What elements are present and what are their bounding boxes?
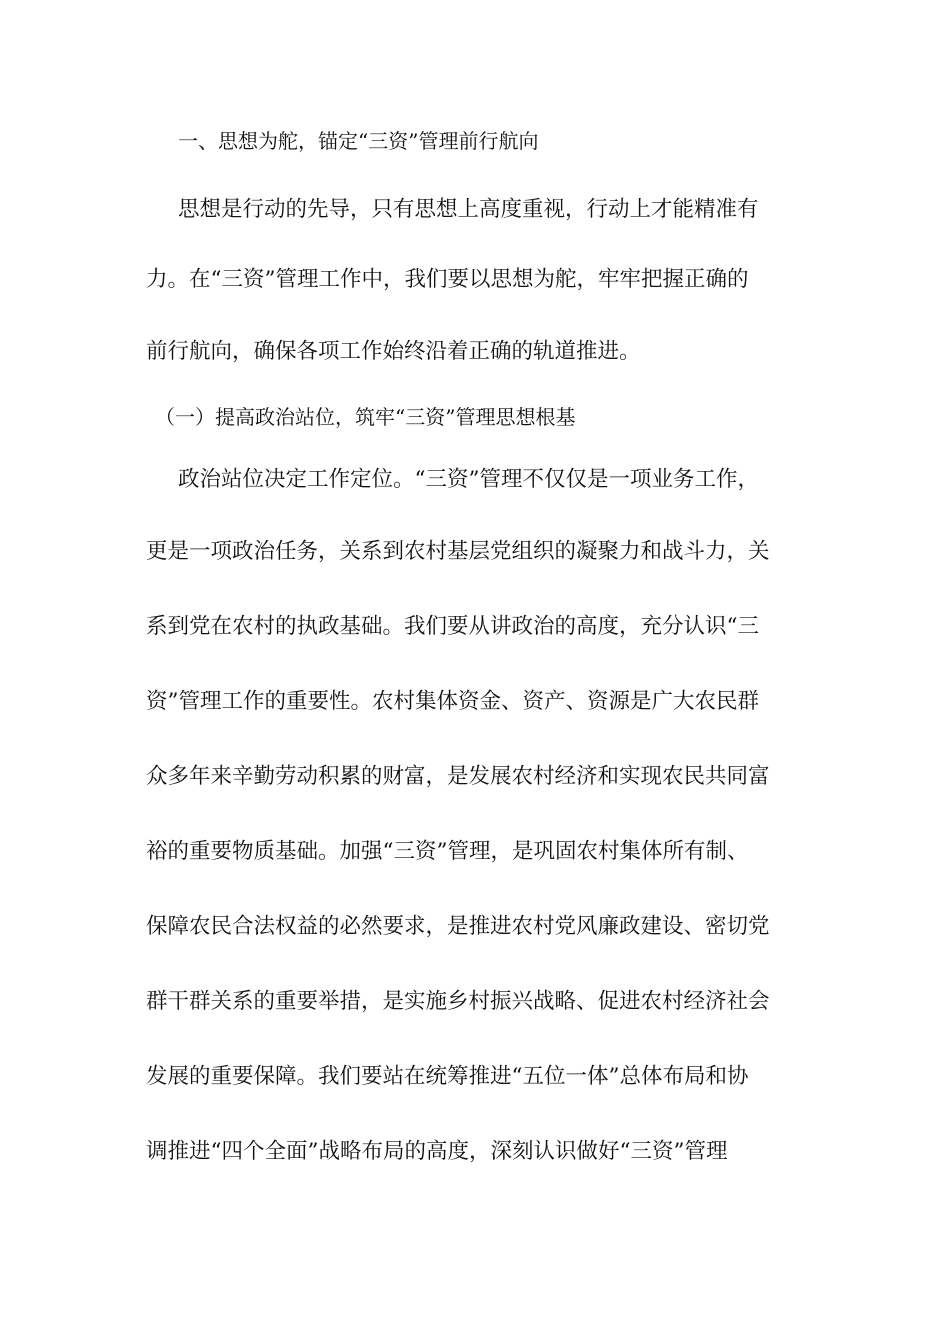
paragraph-line: 调推进“四个全面”战略布局的高度，深刻认识做好“三资”管理 (146, 1139, 728, 1164)
paragraph-line: 群干群关系的重要举措，是实施乡村振兴战略、促进农村经济社会 (146, 989, 770, 1014)
paragraph-line: 系到党在农村的执政基础。我们要从讲政治的高度，充分认识“三 (146, 614, 759, 639)
paragraph-line: 力。在“三资”管理工作中，我们要以思想为舵，牢牢把握正确的 (146, 267, 749, 292)
paragraph-line: 众多年来辛勤劳动积累的财富，是发展农村经济和实现农民共同富 (146, 764, 770, 789)
subsection-heading: （一）提高政治站位，筑牢“三资”管理思想根基 (155, 405, 576, 429)
paragraph-line: 资”管理工作的重要性。农村集体资金、资产、资源是广大农民群 (146, 689, 759, 714)
paragraph-line: 更是一项政治任务，关系到农村基层党组织的凝聚力和战斗力，关 (146, 539, 770, 564)
section-heading: 一、思想为舵，锚定“三资”管理前行航向 (178, 129, 539, 153)
paragraph-line: 裕的重要物质基础。加强“三资”管理，是巩固农村集体所有制、 (146, 839, 749, 864)
paragraph-line: 保障农民合法权益的必然要求，是推进农村党风廉政建设、密切党 (146, 914, 770, 939)
paragraph-line: 发展的重要保障。我们要站在统筹推进“五位一体”总体布局和协 (146, 1064, 749, 1089)
paragraph-line: 思想是行动的先导，只有思想上高度重视，行动上才能精准有 (178, 197, 759, 222)
paragraph-line: 政治站位决定工作定位。“三资”管理不仅仅是一项业务工作， (178, 467, 759, 492)
paragraph-line: 前行航向，确保各项工作始终沿着正确的轨道推进。 (146, 339, 641, 364)
